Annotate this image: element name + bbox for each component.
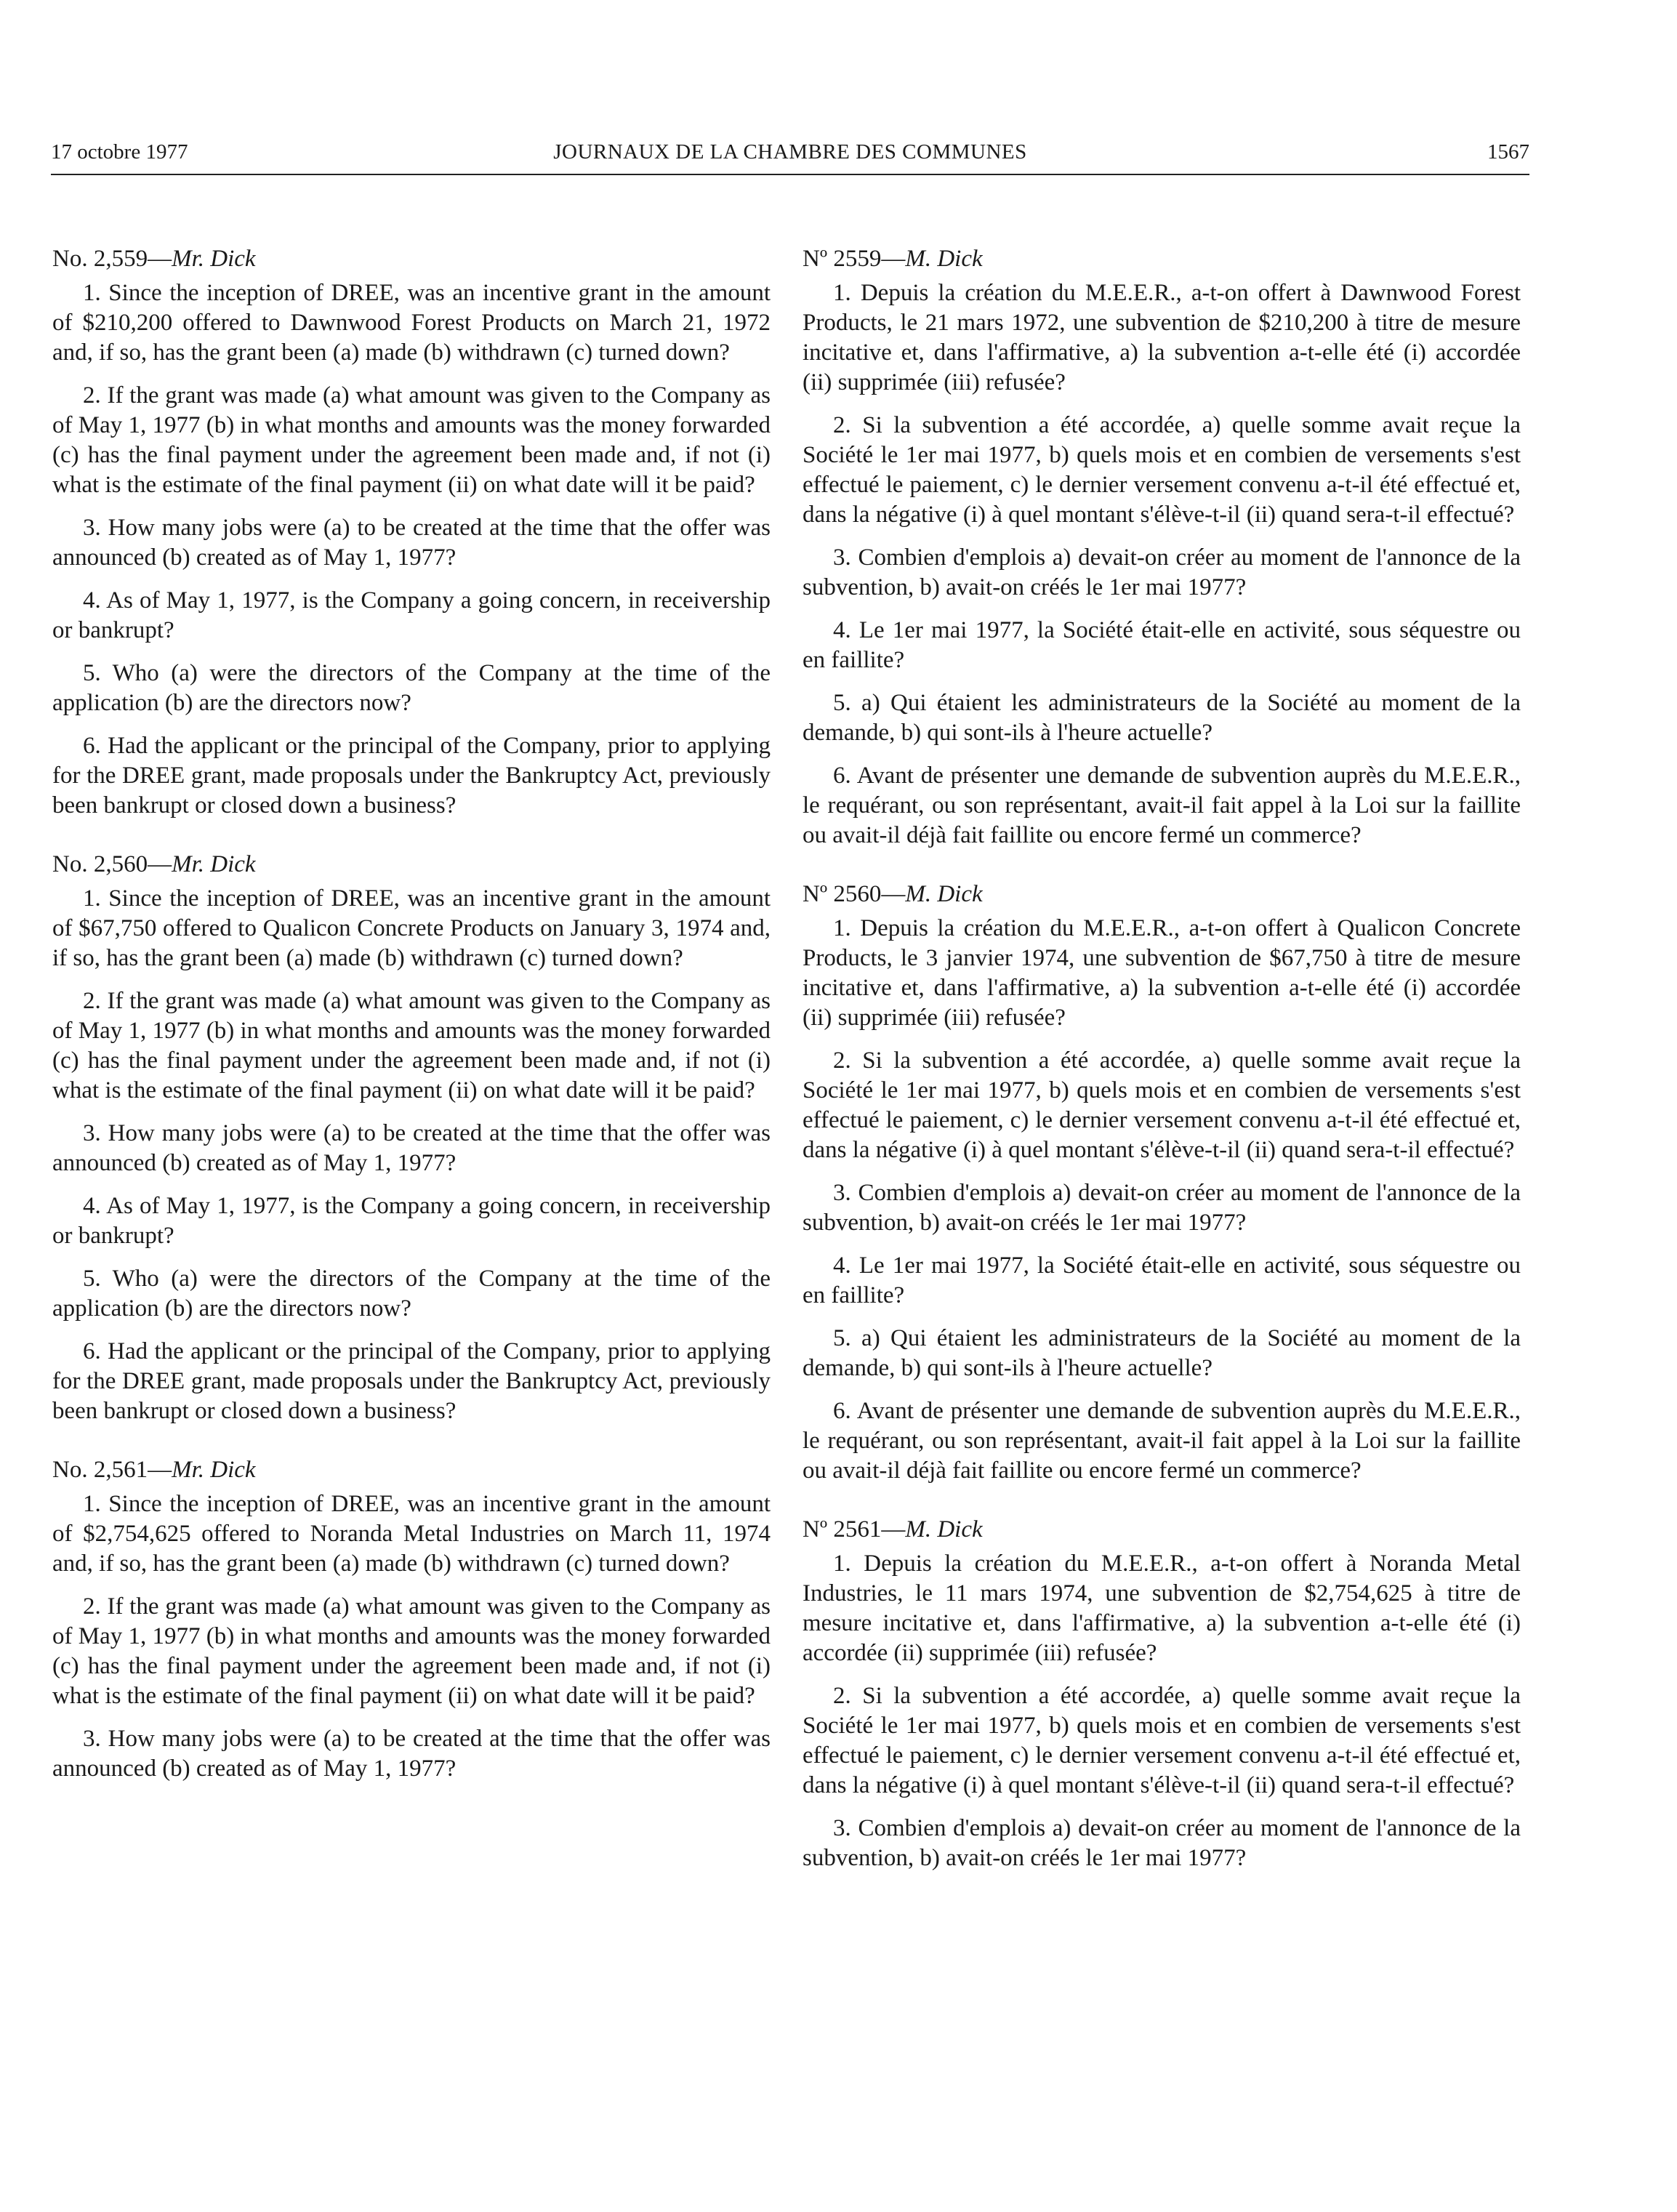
question-heading bbox=[803, 880, 1521, 909]
question-heading bbox=[803, 1515, 1521, 1545]
question-item: 3. Combien d'emplois a) devait-on créer au moment de l'annonce de la subvention, b) avait-on créés le 1er mai 1977? bbox=[803, 1815, 1521, 1871]
question-item: 1. Depuis la création du M.E.E.R., a-t-on offert à Qualicon Concrete Products, le 3 janvier 1974, une subvention de $67,750 à titre de mesure incitative et, dans l'affirmative, a) la subvention a-t-elle été (i) accordée (ii) supprimée (iii) refusée? bbox=[803, 915, 1521, 1031]
question-heading bbox=[52, 850, 771, 880]
question-author: Mr. Dick bbox=[172, 246, 256, 272]
question-author: M. Dick bbox=[905, 1516, 983, 1543]
question-block bbox=[52, 1455, 771, 1784]
question-author: M. Dick bbox=[905, 881, 983, 907]
question-item: 4. As of May 1, 1977, is the Company a going concern, in receivership or bankrupt? bbox=[52, 1193, 771, 1249]
question-block bbox=[803, 244, 1521, 850]
question-item: 3. How many jobs were (a) to be created at the time that the offer was announced (b) created as of May 1, 1977? bbox=[52, 1120, 771, 1176]
french-column bbox=[803, 244, 1521, 1902]
question-item: 2. Si la subvention a été accordée, a) quelle somme avait reçue la Société le 1er mai 1977, b) quels mois et en combien de versements s'est effectué le paiement, c) le dernier versement convenu a-t-il été effectué et, dans la négative (i) à quel montant s'élève-t-il (ii) quand sera-t-il effectué? bbox=[803, 412, 1521, 528]
question-item: 6. Avant de présenter une demande de subvention auprès du M.E.E.R., le requérant, ou son représentant, avait-il fait appel à la Loi sur la faillite ou avait-il déjà fait faillite ou encore fermé un commerce? bbox=[803, 1398, 1521, 1484]
question-item: 4. As of May 1, 1977, is the Company a going concern, in receivership or bankrupt? bbox=[52, 587, 771, 643]
question-item: 1. Since the inception of DREE, was an incentive grant in the amount of $210,200 offered to Dawnwood Forest Products on March 21, 1972 and, if so, has the grant been (a) made (b) withdrawn (c) turned down? bbox=[52, 280, 771, 366]
question-block bbox=[803, 1515, 1521, 1873]
question-item: 2. Si la subvention a été accordée, a) quelle somme avait reçue la Société le 1er mai 1977, b) quels mois et en combien de versements s'est effectué le paiement, c) le dernier versement convenu a-t-il été effectué et, dans la négative (i) à quel montant s'élève-t-il (ii) quand sera-t-il effectué? bbox=[803, 1047, 1521, 1163]
question-author: M. Dick bbox=[905, 246, 983, 272]
question-item: 3. How many jobs were (a) to be created at the time that the offer was announced (b) created as of May 1, 1977? bbox=[52, 1726, 771, 1782]
question-item: 5. a) Qui étaient les administrateurs de la Société au moment de la demande, b) qui sont-ils à l'heure actuelle? bbox=[803, 690, 1521, 746]
question-author: Mr. Dick bbox=[172, 1457, 256, 1483]
question-number: Nº 2561— bbox=[803, 1516, 906, 1543]
question-item: 2. If the grant was made (a) what amount was given to the Company as of May 1, 1977 (b) in what months and amounts was the money forwarded (c) has the final payment under the agreement been made and, if not (i) what is the estimate of the final payment (ii) on what date will it be paid? bbox=[52, 1593, 771, 1709]
question-author: Mr. Dick bbox=[172, 851, 256, 877]
question-item: 4. Le 1er mai 1977, la Société était-elle en activité, sous séquestre ou en faillite? bbox=[803, 1252, 1521, 1308]
question-item: 1. Since the inception of DREE, was an incentive grant in the amount of $67,750 offered to Qualicon Concrete Products on January 3, 1974 and, if so, has the grant been (a) made (b) withdrawn (c) turned down? bbox=[52, 885, 771, 971]
question-number: No. 2,559— bbox=[52, 246, 172, 272]
page-header bbox=[51, 137, 1529, 175]
question-number: Nº 2560— bbox=[803, 881, 906, 907]
question-item: 5. Who (a) were the directors of the Company at the time of the application (b) are the directors now? bbox=[52, 660, 771, 716]
question-number: No. 2,561— bbox=[52, 1457, 172, 1483]
header-date: 17 octobre 1977 bbox=[51, 140, 188, 164]
page-number: 1567 bbox=[1487, 140, 1529, 164]
question-block bbox=[52, 850, 771, 1426]
question-item: 4. Le 1er mai 1977, la Société était-elle en activité, sous séquestre ou en faillite? bbox=[803, 617, 1521, 673]
question-heading bbox=[52, 1455, 771, 1485]
english-column bbox=[52, 244, 771, 1813]
question-item: 2. If the grant was made (a) what amount was given to the Company as of May 1, 1977 (b) in what months and amounts was the money forwarded (c) has the final payment under the agreement been made and, if not (i) what is the estimate of the final payment (ii) on what date will it be paid? bbox=[52, 382, 771, 498]
question-item: 1. Depuis la création du M.E.E.R., a-t-on offert à Noranda Metal Industries, le 11 mars 1974, une subvention de $2,754,625 à titre de mesure incitative et, dans l'affirmative, a) la subvention a-t-elle été (i) accordée (ii) supprimée (iii) refusée? bbox=[803, 1551, 1521, 1666]
question-item: 2. If the grant was made (a) what amount was given to the Company as of May 1, 1977 (b) in what months and amounts was the money forwarded (c) has the final payment under the agreement been made and, if not (i) what is the estimate of the final payment (ii) on what date will it be paid? bbox=[52, 988, 771, 1103]
question-heading bbox=[803, 244, 1521, 274]
question-number: No. 2,560— bbox=[52, 851, 172, 877]
question-item: 3. Combien d'emplois a) devait-on créer au moment de l'annonce de la subvention, b) avait-on créés le 1er mai 1977? bbox=[803, 1180, 1521, 1236]
question-item: 5. a) Qui étaient les administrateurs de la Société au moment de la demande, b) qui sont-ils à l'heure actuelle? bbox=[803, 1325, 1521, 1381]
question-item: 6. Had the applicant or the principal of the Company, prior to applying for the DREE grant, made proposals under the Bankruptcy Act, previously been bankrupt or closed down a business? bbox=[52, 733, 771, 819]
question-number: Nº 2559— bbox=[803, 246, 906, 272]
question-item: 3. Combien d'emplois a) devait-on créer au moment de l'annonce de la subvention, b) avait-on créés le 1er mai 1977? bbox=[803, 544, 1521, 600]
question-item: 3. How many jobs were (a) to be created at the time that the offer was announced (b) created as of May 1, 1977? bbox=[52, 515, 771, 571]
question-item: 6. Avant de présenter une demande de subvention auprès du M.E.E.R., le requérant, ou son représentant, avait-il fait appel à la Loi sur la faillite ou avait-il déjà fait faillite ou encore fermé un commerce? bbox=[803, 763, 1521, 848]
question-item: 2. Si la subvention a été accordée, a) quelle somme avait reçue la Société le 1er mai 1977, b) quels mois et en combien de versements s'est effectué le paiement, c) le dernier versement convenu a-t-il été effectué et, dans la négative (i) à quel montant s'élève-t-il (ii) quand sera-t-il effectué? bbox=[803, 1683, 1521, 1798]
header-title: JOURNAUX DE LA CHAMBRE DES COMMUNES bbox=[553, 140, 1027, 164]
question-heading bbox=[52, 244, 771, 274]
question-item: 5. Who (a) were the directors of the Company at the time of the application (b) are the directors now? bbox=[52, 1266, 771, 1322]
question-block bbox=[803, 880, 1521, 1486]
question-item: 1. Depuis la création du M.E.E.R., a-t-on offert à Dawnwood Forest Products, le 21 mars 1972, une subvention de $210,200 à titre de mesure incitative et, dans l'affirmative, a) la subvention a-t-elle été (i) accordée (ii) supprimée (iii) refusée? bbox=[803, 280, 1521, 395]
question-block bbox=[52, 244, 771, 821]
question-item: 1. Since the inception of DREE, was an incentive grant in the amount of $2,754,625 offered to Noranda Metal Industries on March 11, 1974 and, if so, has the grant been (a) made (b) withdrawn (c) turned down? bbox=[52, 1491, 771, 1577]
question-item: 6. Had the applicant or the principal of the Company, prior to applying for the DREE grant, made proposals under the Bankruptcy Act, previously been bankrupt or closed down a business? bbox=[52, 1338, 771, 1424]
